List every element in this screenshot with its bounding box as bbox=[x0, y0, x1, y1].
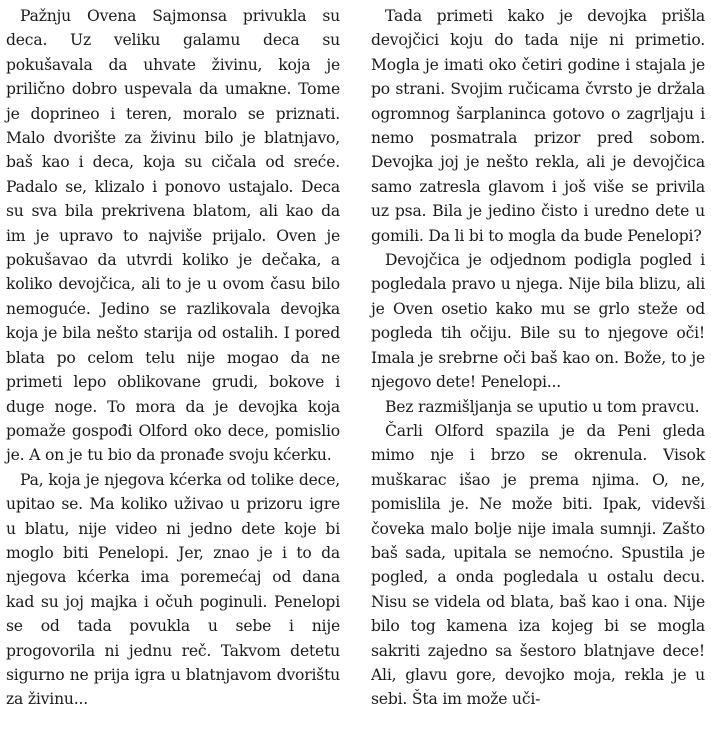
paragraph: Devojčica je odjednom podigla pogled i pogledala pravo u njega. Nije bila blizu, ali je Oven osetio kako mu se grlo steže od pogleda tih očiju. Bile su to njegove oči! Imala je srebrne oči baš kao on. Bože, to je njegovo dete! Penelopi... bbox=[371, 251, 705, 392]
paragraph: Pažnju Ovena Sajmonsa privukla su deca. Uz veliku galamu deca su pokušavala da uhvate živinu, koja je prilično dobro uspevala da umakne. Tome je doprineo i teren, moralo se priznati. Malo dvorište za živinu bilo je blatnjavo, baš kao i deca, koja su cičala od sreće. Padalo se, klizalo i ponovo ustajalo. Deca su sva bila prekrivena blatom, ali kao da im je upravo to najviše prijalo. Oven je pokušavao da utvrdi koliko je dečaka, a koliko devojčica, ali to je u ovom času bilo nemoguće. Jedino se razlikovala devojka koja je bila nešto starija od ostalih. I pored blata po celom telu nije mogao da ne primeti lepo oblikovane grudi, bokove i duge noge. To mora da je devojka koja pomaže gospođi Olford oko dece, pomislio je. A on je tu bio da pronađe svoju kćerku. bbox=[6, 7, 340, 465]
text-column-left bbox=[6, 4, 340, 746]
text-column-right bbox=[371, 4, 705, 746]
paragraph: Pa, koja je njegova kćerka od tolike dece, upitao se. Ma koliko uživao u prizoru igre u blatu, nije video ni jedno dete koje bi moglo biti Penelopi. Jer, znao je i to da njegova kćerka ima poremećaj od dana kad su joj majka i očuh poginuli. Penelopi se od tada povukla u sebe i nije progovorila ni jednu reč. Takvom detetu sigurno ne prija igra u blatnjavom dvorištu za živinu... bbox=[6, 470, 340, 709]
paragraph: Tada primeti kako je devojka prišla devojčici koju do tada nije ni primetio. Mogla je imati oko četiri godine i stajala je po strani. Svojim ručicama čvrsto je držala ogromnog šarplaninca gotovo o zagrljaju i nemo posmatrala prizor pred sobom. Devojka joj je nešto rekla, ali je devojčica samo zatresla glavom i još više se privila uz psa. Bila je jedino čisto i uredno dete u gomili. Da li bi to mogla da bude Penelopi? bbox=[371, 7, 705, 245]
paragraph: Bez razmišljanja se uputio u tom pravcu. bbox=[385, 397, 700, 416]
paragraph: Čarli Olford spazila je da Peni gleda mimo nje i brzo se okrenula. Visok muškarac išao je prema njima. O, ne, pomislila je. Ne može biti. Ipak, videvši čoveka malo bolje nije imala sumnji. Zašto baš sada, upitala se nemoćno. Spustila je pogled, a onda pogledala u ostalu decu. Nisu se videla od blata, baš kao i ona. Nije bilo tog kamena iza kojeg bi se mogla sakriti zajedno sa šestoro blatnjave dece! Ali, glavu gore, devojko moja, rekla je u sebi. Šta im može uči- bbox=[371, 421, 705, 709]
